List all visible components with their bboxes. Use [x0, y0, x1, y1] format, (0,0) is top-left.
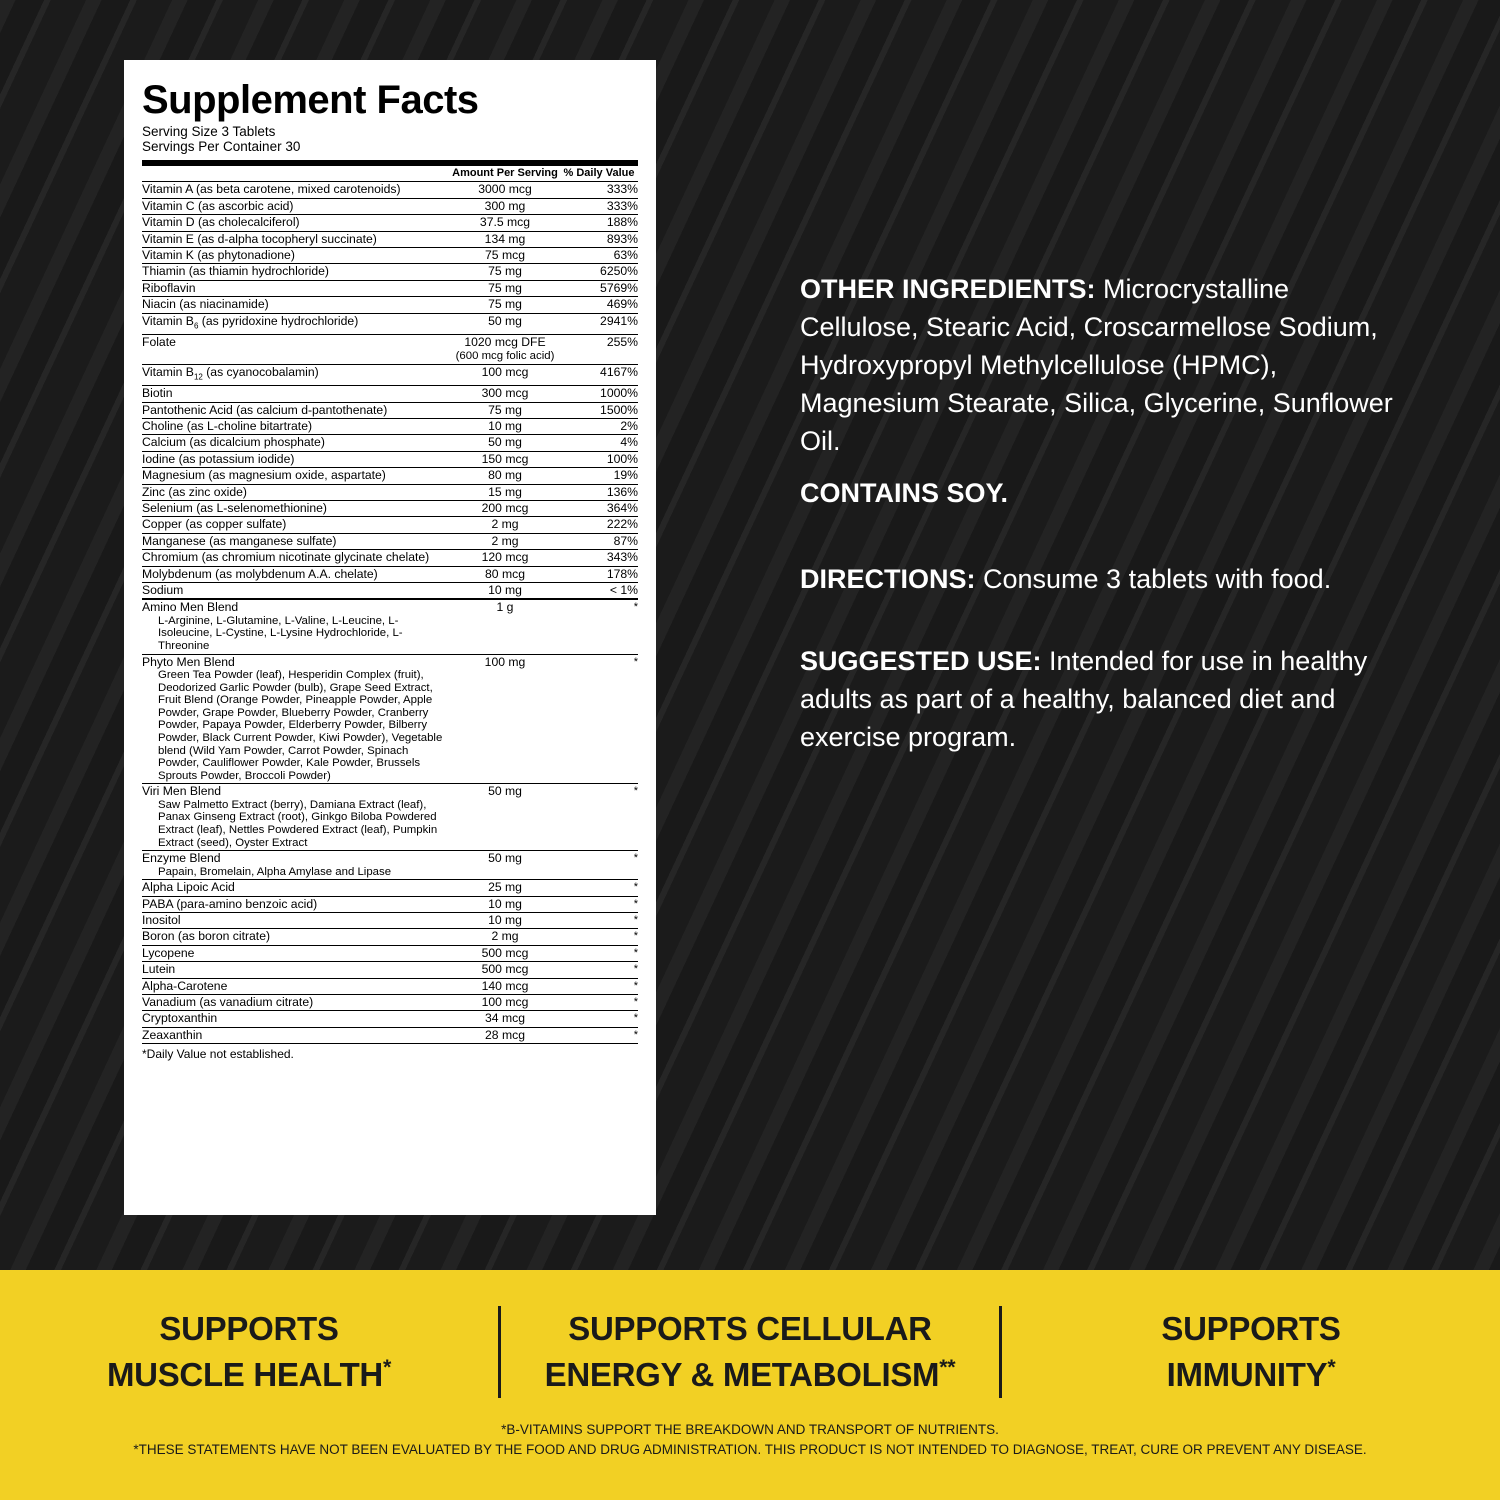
- nutrient-daily-value: 364%: [560, 501, 638, 517]
- table-row: [142, 231, 638, 247]
- nutrient-name: Calcium (as dicalcium phosphate): [142, 435, 450, 451]
- nutrition-table: [142, 166, 638, 1044]
- other-ingredients-paragraph: [800, 270, 1410, 460]
- nutrient-daily-value: *: [560, 1027, 638, 1043]
- nutrient-daily-value: 4167%: [560, 365, 638, 386]
- blend-name: Enzyme Blend Papain, Bromelain, Alpha Amylase and Lipase: [142, 851, 450, 880]
- table-row: [142, 978, 638, 994]
- nutrient-amount: 10 mg: [450, 583, 560, 600]
- nutrient-amount: 10 mg: [450, 896, 560, 912]
- nutrient-daily-value: *: [560, 929, 638, 945]
- nutrient-daily-value: 63%: [560, 248, 638, 264]
- nutrient-daily-value: *: [560, 880, 638, 896]
- claim-item: [1002, 1310, 1500, 1394]
- nutrient-daily-value: < 1%: [560, 583, 638, 600]
- table-row: [142, 451, 638, 467]
- blend-name: Amino Men Blend L-Arginine, L-Glutamine, L-Valine, L-Leucine, L-Isoleucine, L-Cystine, L-Lysine Hydrochloride, L-Threonine: [142, 599, 450, 654]
- nutrient-name: Lutein: [142, 962, 450, 978]
- nutrient-daily-value: 100%: [560, 451, 638, 467]
- claim-item: [0, 1310, 498, 1394]
- table-row: [142, 215, 638, 231]
- nutrient-name: Biotin: [142, 386, 450, 402]
- nutrient-daily-value: *: [560, 962, 638, 978]
- nutrient-name: Magnesium (as magnesium oxide, aspartate): [142, 468, 450, 484]
- nutrient-name: Thiamin (as thiamin hydrochloride): [142, 264, 450, 280]
- nutrient-daily-value: 1500%: [560, 402, 638, 418]
- disclaimer-line-1: *B-VITAMINS SUPPORT THE BREAKDOWN AND TRANSPORT OF NUTRIENTS.: [501, 1422, 999, 1437]
- blend-row: [142, 784, 638, 851]
- table-row: [142, 248, 638, 264]
- nutrient-name: Alpha Lipoic Acid: [142, 880, 450, 896]
- table-row: [142, 365, 638, 386]
- nutrient-name: Zinc (as zinc oxide): [142, 484, 450, 500]
- nutrient-name: Vitamin $B_{12}$ (as cyanocobalamin): [142, 365, 450, 386]
- blend-detail: L-Arginine, L-Glutamine, L-Valine, L-Leucine, L-Isoleucine, L-Cystine, L-Lysine Hydrochloride, L-Threonine: [158, 614, 403, 653]
- table-row: [142, 501, 638, 517]
- table-row: [142, 896, 638, 912]
- nutrient-daily-value: 343%: [560, 550, 638, 566]
- nutrient-amount: 300 mg: [450, 198, 560, 214]
- nutrient-daily-value: 333%: [560, 198, 638, 214]
- table-row: [142, 198, 638, 214]
- claim-line-2: MUSCLE HEALTH*: [106, 1355, 392, 1393]
- nutrient-daily-value: 188%: [560, 215, 638, 231]
- copy-spacer-1: [800, 526, 1410, 560]
- nutrient-name: Riboflavin: [142, 280, 450, 296]
- table-row: [142, 912, 638, 928]
- header-blank: [142, 166, 450, 182]
- nutrient-amount: 200 mcg: [450, 501, 560, 517]
- header-daily-value: % Daily Value: [560, 166, 638, 182]
- table-row: [142, 517, 638, 533]
- nutrient-amount: 34 mcg: [450, 1011, 560, 1027]
- directions-paragraph: [800, 560, 1410, 598]
- nutrient-daily-value: 255%: [560, 334, 638, 365]
- nutrient-amount: 140 mcg: [450, 978, 560, 994]
- table-row: [142, 945, 638, 961]
- nutrient-name: Selenium (as L-selenomethionine): [142, 501, 450, 517]
- claims-row: [0, 1270, 1500, 1420]
- nutrient-amount: 100 mcg: [450, 995, 560, 1011]
- disclaimer-line-2: *THESE STATEMENTS HAVE NOT BEEN EVALUATED BY THE FOOD AND DRUG ADMINISTRATION. THIS PRODUCT IS NOT INTENDED TO DIAGNOSE, TREAT, CURE OR PREVENT ANY DISEASE.: [133, 1442, 1367, 1457]
- nutrient-amount: 75 mg: [450, 297, 560, 313]
- table-row: [142, 484, 638, 500]
- nutrient-amount: 75 mcg: [450, 248, 560, 264]
- blend-amount: 100 mg: [450, 654, 560, 784]
- nutrient-amount: 100 mcg: [450, 365, 560, 386]
- suggested-use-text: Intended for use in healthy adults as part of a healthy, balanced diet and exercise program.: [800, 646, 1368, 752]
- nutrient-amount: 500 mcg: [450, 945, 560, 961]
- table-row: [142, 264, 638, 280]
- nutrient-name: Copper (as copper sulfate): [142, 517, 450, 533]
- table-row: [142, 566, 638, 582]
- nutrient-daily-value: 222%: [560, 517, 638, 533]
- claim-line-2: IMMUNITY*: [1166, 1355, 1336, 1393]
- blend-row: [142, 851, 638, 880]
- nutrient-name: Vanadium (as vanadium citrate): [142, 995, 450, 1011]
- blend-name: Phyto Men Blend Green Tea Powder (leaf), Hesperidin Complex (fruit), Deodorized Garlic Powder (bulb), Grape Seed Extract, Fruit Blend (Orange Powder, Pineapple Powder, Apple Powder, Grape Powder, Blueberry Powder, Cranberry Powder, Papaya Powder, Elderberry Powder, Bilberry Powder, Black Current Powder, Kiwi Powder), Vegetable blend (Wild Yam Powder, Carrot Powder, Spinach Powder, Cauliflower Powder, Kale Powder, Brussels Sprouts Powder, Broccoli Powder): [142, 654, 450, 784]
- table-row: [142, 402, 638, 418]
- nutrient-name: Lycopene: [142, 945, 450, 961]
- blend-row: [142, 599, 638, 654]
- claim-line-1: SUPPORTS CELLULAR: [568, 1310, 932, 1347]
- nutrient-name: Vitamin $B_6$ (as pyridoxine hydrochloride): [142, 313, 450, 334]
- suggested-use-label: SUGGESTED USE:: [800, 646, 1042, 676]
- nutrient-amount: 50 mg: [450, 313, 560, 334]
- nutrient-amount: 150 mcg: [450, 451, 560, 467]
- blend-amount: 1 g: [450, 599, 560, 654]
- table-row: [142, 533, 638, 549]
- nutrient-daily-value: *: [560, 945, 638, 961]
- nutrient-name: Iodine (as potassium iodide): [142, 451, 450, 467]
- blend-detail: Saw Palmetto Extract (berry), Damiana Extract (leaf), Panax Ginseng Extract (root), Ginkgo Biloba Powdered Extract (leaf), Nettles Powdered Extract (leaf), Pumpkin Extract (seed), Oyster Extract: [158, 798, 438, 849]
- nutrient-name: Niacin (as niacinamide): [142, 297, 450, 313]
- table-row: [142, 1011, 638, 1027]
- nutrient-daily-value: 178%: [560, 566, 638, 582]
- table-row: [142, 1027, 638, 1043]
- nutrient-amount: 10 mg: [450, 912, 560, 928]
- nutrient-daily-value: 136%: [560, 484, 638, 500]
- benefits-footer: [0, 1270, 1500, 1500]
- claim-line-1: SUPPORTS: [1161, 1310, 1341, 1347]
- suggested-use-paragraph: [800, 642, 1410, 756]
- nutrient-amount: 25 mg: [450, 880, 560, 896]
- product-copy: [800, 270, 1410, 770]
- nutrient-amount: 80 mcg: [450, 566, 560, 582]
- panel-footnote: *Daily Value not established.: [142, 1047, 294, 1062]
- blend-daily-value: *: [560, 784, 638, 851]
- table-row: [142, 386, 638, 402]
- nutrient-amount: 500 mcg: [450, 962, 560, 978]
- table-row: [142, 297, 638, 313]
- servings-per-container: Servings Per Container 30: [142, 139, 301, 154]
- nutrient-daily-value: *: [560, 912, 638, 928]
- nutrient-daily-value: 5769%: [560, 280, 638, 296]
- nutrient-name: Zeaxanthin: [142, 1027, 450, 1043]
- claim-line-2: ENERGY & METABOLISM**: [544, 1355, 956, 1393]
- nutrient-daily-value: 19%: [560, 468, 638, 484]
- table-row: [142, 468, 638, 484]
- panel-title: Supplement Facts: [142, 78, 479, 122]
- blend-detail: Green Tea Powder (leaf), Hesperidin Complex (fruit), Deodorized Garlic Powder (bulb), Grape Seed Extract, Fruit Blend (Orange Powder, Pineapple Powder, Apple Powder, Grape Powder, Blueberry Powder, Cranberry Powder, Papaya Powder, Elderberry Powder, Bilberry Powder, Black Current Powder, Kiwi Powder), Vegetable blend (Wild Yam Powder, Carrot Powder, Spinach Powder, Cauliflower Powder, Kale Powder, Brussels Sprouts Powder, Broccoli Powder): [158, 669, 443, 782]
- table-row: [142, 182, 638, 198]
- nutrient-name: Cryptoxanthin: [142, 1011, 450, 1027]
- nutrient-name: Inositol: [142, 912, 450, 928]
- header-amount: Amount Per Serving: [450, 166, 560, 182]
- table-header-row: [142, 166, 638, 182]
- claim-line-1: SUPPORTS: [159, 1310, 339, 1347]
- nutrient-name: Vitamin K (as phytonadione): [142, 248, 450, 264]
- other-ingredients-text: Microcrystalline Cellulose, Stearic Acid, Croscarmellose Sodium, Hydroxypropyl Methylcellulose (HPMC), Magnesium Stearate, Silica, Glycerine, Sunflower Oil.: [800, 274, 1393, 456]
- nutrient-name: Vitamin C (as ascorbic acid): [142, 198, 450, 214]
- table-row: [142, 583, 638, 600]
- nutrient-amount: 3000 mcg: [450, 182, 560, 198]
- nutrient-amount: 75 mg: [450, 402, 560, 418]
- table-row: [142, 880, 638, 896]
- nutrient-amount: 37.5 mcg: [450, 215, 560, 231]
- nutrient-daily-value: 333%: [560, 182, 638, 198]
- directions-text: Consume 3 tablets with food.: [975, 564, 1332, 594]
- blend-amount: 50 mg: [450, 851, 560, 880]
- nutrient-daily-value: 2%: [560, 418, 638, 434]
- nutrient-amount: 1020 mcg DFE (600 mcg folic acid): [450, 334, 560, 365]
- nutrient-amount: 10 mg: [450, 418, 560, 434]
- claim-item: [501, 1310, 999, 1394]
- nutrient-name: Vitamin A (as beta carotene, mixed carotenoids): [142, 182, 450, 198]
- nutrient-amount: 50 mg: [450, 435, 560, 451]
- nutrient-daily-value: 87%: [560, 533, 638, 549]
- nutrient-amount: 134 mg: [450, 231, 560, 247]
- nutrient-name: Choline (as L-choline bitartrate): [142, 418, 450, 434]
- table-row: [142, 334, 638, 365]
- table-row: [142, 962, 638, 978]
- nutrient-daily-value: *: [560, 995, 638, 1011]
- other-ingredients-label: OTHER INGREDIENTS:: [800, 274, 1096, 304]
- nutrient-daily-value: *: [560, 978, 638, 994]
- nutrient-name: Chromium (as chromium nicotinate glycinate chelate): [142, 550, 450, 566]
- nutrient-daily-value: 6250%: [560, 264, 638, 280]
- nutrient-name: Boron (as boron citrate): [142, 929, 450, 945]
- table-row: [142, 995, 638, 1011]
- copy-spacer-2: [800, 612, 1410, 642]
- nutrient-name: Folate: [142, 334, 450, 365]
- directions-label: DIRECTIONS:: [800, 564, 976, 594]
- blend-daily-value: *: [560, 851, 638, 880]
- table-row: [142, 435, 638, 451]
- nutrient-amount: 2 mg: [450, 517, 560, 533]
- table-row: [142, 418, 638, 434]
- contains-statement: CONTAINS SOY.: [800, 478, 1009, 508]
- nutrient-daily-value: 2941%: [560, 313, 638, 334]
- nutrient-amount: 15 mg: [450, 484, 560, 500]
- table-row: [142, 313, 638, 334]
- table-row: [142, 550, 638, 566]
- blend-daily-value: *: [560, 599, 638, 654]
- nutrient-name: Molybdenum (as molybdenum A.A. chelate): [142, 566, 450, 582]
- serving-size: Serving Size 3 Tablets: [142, 124, 276, 139]
- nutrient-daily-value: 469%: [560, 297, 638, 313]
- nutrient-amount: 2 mg: [450, 929, 560, 945]
- blend-row: [142, 654, 638, 784]
- nutrient-daily-value: *: [560, 1011, 638, 1027]
- supplement-facts-panel: [124, 60, 656, 1215]
- nutrient-name: Alpha-Carotene: [142, 978, 450, 994]
- blend-name: Viri Men Blend Saw Palmetto Extract (berry), Damiana Extract (leaf), Panax Ginseng Extract (root), Ginkgo Biloba Powdered Extract (leaf), Nettles Powdered Extract (leaf), Pumpkin Extract (seed), Oyster Extract: [142, 784, 450, 851]
- nutrient-amount: 75 mg: [450, 264, 560, 280]
- nutrient-daily-value: 893%: [560, 231, 638, 247]
- blend-amount: 50 mg: [450, 784, 560, 851]
- nutrient-name: PABA (para-amino benzoic acid): [142, 896, 450, 912]
- nutrient-amount: 2 mg: [450, 533, 560, 549]
- nutrient-name: Vitamin E (as d-alpha tocopheryl succinate): [142, 231, 450, 247]
- nutrient-amount: 300 mcg: [450, 386, 560, 402]
- blend-detail: Papain, Bromelain, Alpha Amylase and Lipase: [158, 865, 392, 878]
- blend-daily-value: *: [560, 654, 638, 784]
- nutrient-daily-value: *: [560, 896, 638, 912]
- nutrient-name: Vitamin D (as cholecalciferol): [142, 215, 450, 231]
- nutrient-name: Pantothenic Acid (as calcium d-pantothenate): [142, 402, 450, 418]
- nutrient-amount: 75 mg: [450, 280, 560, 296]
- nutrient-name: Sodium: [142, 583, 450, 600]
- nutrient-daily-value: 1000%: [560, 386, 638, 402]
- table-row: [142, 929, 638, 945]
- table-row: [142, 280, 638, 296]
- nutrient-amount: 120 mcg: [450, 550, 560, 566]
- nutrient-daily-value: 4%: [560, 435, 638, 451]
- nutrient-name: Manganese (as manganese sulfate): [142, 533, 450, 549]
- nutrient-amount: 80 mg: [450, 468, 560, 484]
- nutrient-amount: 28 mcg: [450, 1027, 560, 1043]
